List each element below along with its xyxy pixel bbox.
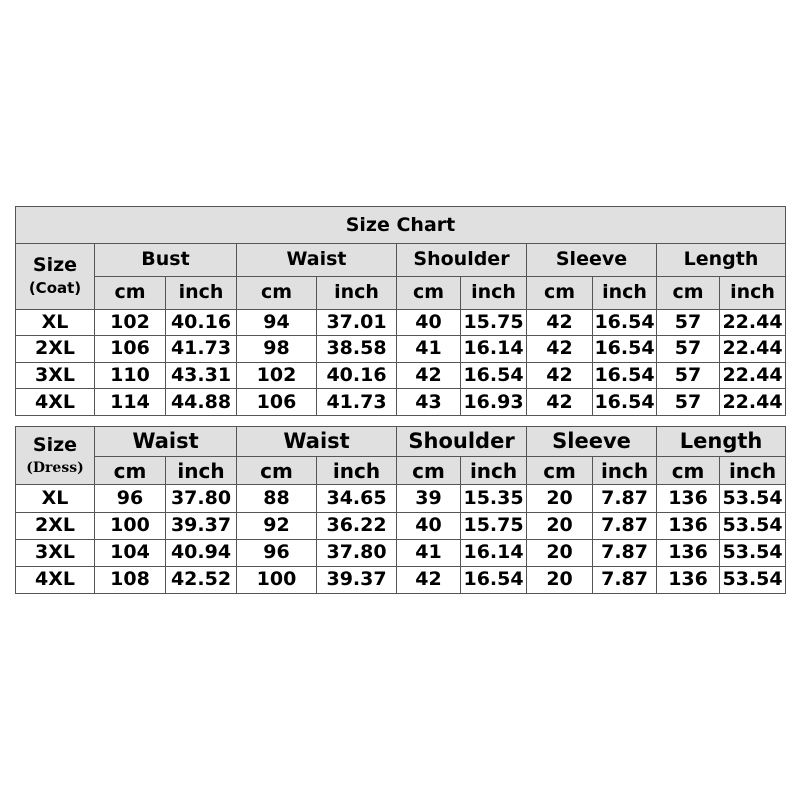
value-cell: 57 — [657, 362, 720, 389]
table-row — [16, 309, 786, 336]
size-label: Size — [32, 254, 78, 277]
value-cell: 16.54 — [461, 566, 527, 593]
size-sub-label: (Coat) — [28, 279, 82, 298]
value-cell: 53.54 — [720, 512, 786, 539]
unit-header-cm: cm — [527, 276, 593, 309]
value-cell: 7.87 — [593, 512, 657, 539]
header-shoulder: Shoulder — [397, 244, 527, 277]
size-cell: 3XL — [16, 362, 95, 389]
unit-header-inch: inch — [166, 276, 237, 309]
table-row — [16, 485, 786, 512]
unit-header-inch: inch — [720, 276, 786, 309]
value-cell: 42.52 — [166, 566, 237, 593]
header-bust: Bust — [95, 244, 237, 277]
value-cell: 108 — [95, 566, 166, 593]
value-cell: 37.01 — [317, 309, 397, 336]
value-cell: 40 — [397, 512, 461, 539]
value-cell: 16.54 — [461, 362, 527, 389]
value-cell: 106 — [95, 336, 166, 363]
value-cell: 57 — [657, 389, 720, 416]
value-cell: 41.73 — [166, 336, 237, 363]
value-cell: 22.44 — [720, 309, 786, 336]
value-cell: 114 — [95, 389, 166, 416]
table-row — [16, 336, 786, 363]
value-cell: 22.44 — [720, 336, 786, 363]
unit-header-cm: cm — [95, 456, 166, 485]
value-cell: 96 — [237, 539, 317, 566]
value-cell: 16.14 — [461, 539, 527, 566]
coat-size-header — [16, 244, 95, 310]
value-cell: 110 — [95, 362, 166, 389]
value-cell: 15.75 — [461, 309, 527, 336]
value-cell: 106 — [237, 389, 317, 416]
value-cell: 88 — [237, 485, 317, 512]
value-cell: 102 — [237, 362, 317, 389]
table-row — [16, 566, 786, 593]
value-cell: 94 — [237, 309, 317, 336]
unit-header-cm: cm — [527, 456, 593, 485]
unit-header-cm: cm — [397, 456, 461, 485]
value-cell: 16.54 — [593, 336, 657, 363]
size-cell: 4XL — [16, 389, 95, 416]
value-cell: 57 — [657, 336, 720, 363]
value-cell: 92 — [237, 512, 317, 539]
coat-size-table — [15, 206, 786, 416]
value-cell: 7.87 — [593, 566, 657, 593]
value-cell: 37.80 — [166, 485, 237, 512]
value-cell: 136 — [657, 485, 720, 512]
size-cell: 3XL — [16, 539, 95, 566]
value-cell: 42 — [527, 389, 593, 416]
table-row — [16, 389, 786, 416]
unit-header-cm: cm — [237, 276, 317, 309]
value-cell: 42 — [527, 362, 593, 389]
value-cell: 15.75 — [461, 512, 527, 539]
unit-header-inch: inch — [593, 456, 657, 485]
value-cell: 41.73 — [317, 389, 397, 416]
value-cell: 53.54 — [720, 539, 786, 566]
unit-header-cm: cm — [237, 456, 317, 485]
size-cell: XL — [16, 309, 95, 336]
value-cell: 22.44 — [720, 389, 786, 416]
unit-header-cm: cm — [95, 276, 166, 309]
table-row — [16, 539, 786, 566]
value-cell: 136 — [657, 539, 720, 566]
value-cell: 16.14 — [461, 336, 527, 363]
value-cell: 16.93 — [461, 389, 527, 416]
size-label: Size — [32, 434, 78, 457]
value-cell: 20 — [527, 485, 593, 512]
value-cell: 38.58 — [317, 336, 397, 363]
value-cell: 22.44 — [720, 362, 786, 389]
value-cell: 42 — [397, 362, 461, 389]
value-cell: 57 — [657, 309, 720, 336]
unit-header-inch: inch — [593, 276, 657, 309]
value-cell: 36.22 — [317, 512, 397, 539]
value-cell: 42 — [527, 309, 593, 336]
value-cell: 41 — [397, 336, 461, 363]
unit-header-cm: cm — [657, 456, 720, 485]
value-cell: 96 — [95, 485, 166, 512]
unit-header-inch: inch — [461, 456, 527, 485]
unit-header-inch: inch — [317, 456, 397, 485]
unit-header-inch: inch — [720, 456, 786, 485]
table-row — [16, 512, 786, 539]
value-cell: 43.31 — [166, 362, 237, 389]
value-cell: 40 — [397, 309, 461, 336]
header-length: Length — [657, 427, 786, 457]
value-cell: 40.16 — [166, 309, 237, 336]
value-cell: 136 — [657, 512, 720, 539]
value-cell: 39.37 — [317, 566, 397, 593]
value-cell: 16.54 — [593, 362, 657, 389]
value-cell: 102 — [95, 309, 166, 336]
unit-header-inch: inch — [461, 276, 527, 309]
size-cell: 4XL — [16, 566, 95, 593]
value-cell: 40.94 — [166, 539, 237, 566]
value-cell: 39.37 — [166, 512, 237, 539]
header-shoulder: Shoulder — [397, 427, 527, 457]
header-waist: Waist — [237, 244, 397, 277]
value-cell: 7.87 — [593, 485, 657, 512]
value-cell: 42 — [397, 566, 461, 593]
header-waist: Waist — [95, 427, 237, 457]
header-sleeve: Sleeve — [527, 244, 657, 277]
value-cell: 20 — [527, 566, 593, 593]
value-cell: 53.54 — [720, 485, 786, 512]
value-cell: 15.35 — [461, 485, 527, 512]
size-sub-label: (Dress) — [26, 460, 84, 477]
size-cell: 2XL — [16, 512, 95, 539]
unit-header-cm: cm — [397, 276, 461, 309]
header-length: Length — [657, 244, 786, 277]
unit-header-inch: inch — [317, 276, 397, 309]
value-cell: 104 — [95, 539, 166, 566]
value-cell: 53.54 — [720, 566, 786, 593]
value-cell: 136 — [657, 566, 720, 593]
dress-size-header — [16, 427, 95, 485]
chart-title: Size Chart — [16, 207, 786, 244]
value-cell: 43 — [397, 389, 461, 416]
size-cell: XL — [16, 485, 95, 512]
header-sleeve: Sleeve — [527, 427, 657, 457]
value-cell: 16.54 — [593, 389, 657, 416]
unit-header-cm: cm — [657, 276, 720, 309]
header-waist: Waist — [237, 427, 397, 457]
value-cell: 98 — [237, 336, 317, 363]
value-cell: 7.87 — [593, 539, 657, 566]
value-cell: 20 — [527, 512, 593, 539]
dress-size-table — [15, 426, 786, 594]
value-cell: 40.16 — [317, 362, 397, 389]
size-cell: 2XL — [16, 336, 95, 363]
value-cell: 41 — [397, 539, 461, 566]
value-cell: 100 — [237, 566, 317, 593]
value-cell: 37.80 — [317, 539, 397, 566]
value-cell: 39 — [397, 485, 461, 512]
value-cell: 100 — [95, 512, 166, 539]
value-cell: 42 — [527, 336, 593, 363]
value-cell: 34.65 — [317, 485, 397, 512]
unit-header-inch: inch — [166, 456, 237, 485]
value-cell: 20 — [527, 539, 593, 566]
value-cell: 16.54 — [593, 309, 657, 336]
table-row — [16, 362, 786, 389]
value-cell: 44.88 — [166, 389, 237, 416]
